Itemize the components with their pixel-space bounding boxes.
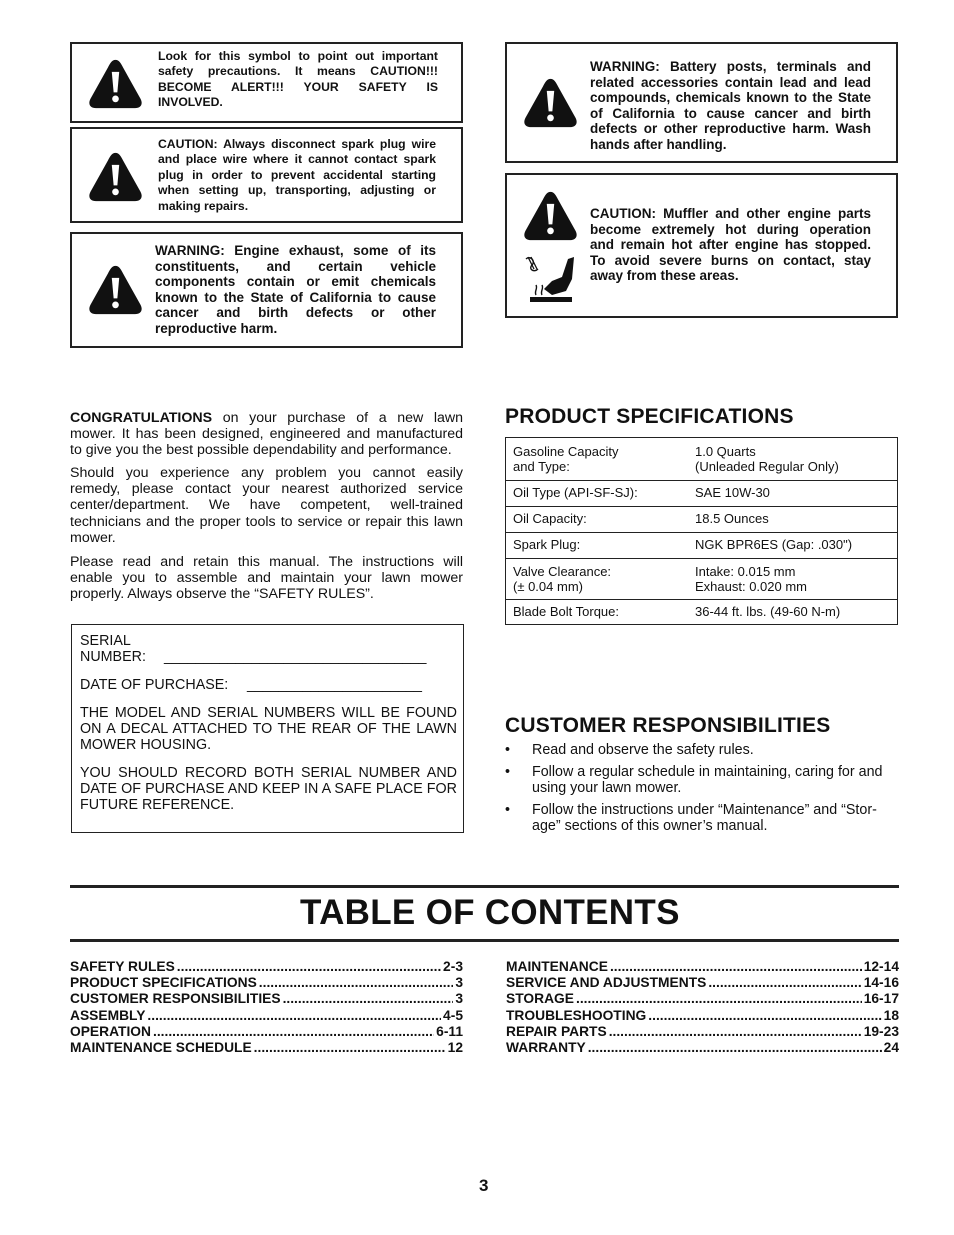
- date-of-purchase-blank[interactable]: ______________________: [247, 677, 422, 693]
- safety-symbol-text: Look for this symbol to point out important safety precautions. It means CAUTION!!! BECOME ALERT!!! YOUR SAFETY IS INVOLVED.: [158, 49, 438, 110]
- spec-key: Oil Capacity:: [513, 511, 587, 526]
- toc-title: TABLE OF CONTENTS: [300, 893, 680, 932]
- toc-entry[interactable]: SAFETY RULES ..... 2-3: [70, 959, 463, 975]
- warning-triangle-icon: [87, 264, 144, 316]
- toc-entry[interactable]: ASSEMBLY ..... 4-5: [70, 1008, 463, 1024]
- bullet-icon: •: [505, 764, 511, 780]
- spec-value: 18.5 Ounces: [695, 511, 769, 526]
- toc-entry[interactable]: REPAIR PARTS ..... 19-23: [506, 1024, 899, 1040]
- warning-triangle-icon: [87, 151, 144, 203]
- muffler-caution-box: [505, 173, 898, 318]
- intro-paragraph-3: Please read and retain this manual. The instructions will enable you to assemble and maintain your lawn mower properly. Always observe the “SAFETY RULES”.: [70, 554, 463, 603]
- date-of-purchase-label: DATE OF PURCHASE:: [80, 677, 229, 693]
- page-number: 3: [479, 1176, 489, 1195]
- battery-warning-box: [505, 42, 898, 163]
- responsibility-item: • Follow the instructions under “Maintenance” and “Stor- age” sections of this owner’s manual.: [505, 802, 877, 835]
- spec-key: Blade Bolt Torque:: [513, 604, 619, 619]
- toc-top-rule: [70, 885, 899, 888]
- spec-value: 1.0 Quarts (Unleaded Regular Only): [695, 444, 839, 474]
- spec-key: Valve Clearance: (± 0.04 mm): [513, 564, 612, 594]
- intro-paragraph-2: Should you experience any problem you cannot easily remedy, please contact your nearest authorized service center/department. We have competent, well-trained technicians and the proper tools to service or repair this lawn mower.: [70, 465, 463, 546]
- warning-triangle-icon: [522, 77, 579, 129]
- toc-right-column: [506, 959, 899, 1059]
- battery-warning-text: WARNING: Battery posts, terminals and related accessories contain lead and lead compounds, chemicals known to the State of California to cause cancer and birth defects or other reproductive harm. Wash hands after handling.: [590, 59, 871, 152]
- customer-responsibilities-heading: CUSTOMER RESPONSIBILITIES: [505, 714, 831, 737]
- responsibility-item: • Follow a regular schedule in maintaining, caring for and using your lawn mower.: [505, 764, 883, 797]
- toc-bottom-rule: [70, 939, 899, 942]
- responsibility-item: • Read and observe the safety rules.: [505, 742, 754, 758]
- spec-row-oil-capacity: [506, 506, 897, 533]
- model-serial-note: THE MODEL AND SERIAL NUMBERS WILL BE FOUND ON A DECAL ATTACHED TO THE REAR OF THE LAWN MOWER HOUSING.: [80, 705, 457, 754]
- serial-label-line1: SERIAL: [80, 633, 131, 649]
- spec-key: Gasoline Capacity and Type:: [513, 444, 619, 474]
- toc-entry[interactable]: CUSTOMER RESPONSIBILITIES ..... 3: [70, 991, 463, 1007]
- spec-row-blade-bolt-torque: [506, 599, 897, 625]
- spec-row-spark-plug: [506, 532, 897, 559]
- spec-row-oil-type: [506, 480, 897, 507]
- bullet-icon: •: [505, 742, 511, 758]
- toc-entry[interactable]: STORAGE ..... 16-17: [506, 991, 899, 1007]
- engine-exhaust-warning-box: [70, 232, 463, 348]
- purchase-record-box: [71, 624, 464, 833]
- muffler-caution-text: CAUTION: Muffler and other engine parts become extremely hot during operation and remain hot after engine has stopped. To avoid severe burns on contact, stay away from these areas.: [590, 206, 871, 283]
- hot-surface-icon: [522, 251, 580, 306]
- toc-left-column: [70, 959, 463, 1059]
- specs-table: [505, 437, 898, 625]
- intro-paragraph-1: [70, 410, 463, 459]
- spec-key: Spark Plug:: [513, 537, 581, 552]
- spec-row-valve-clearance: [506, 558, 897, 600]
- toc-entry[interactable]: MAINTENANCE SCHEDULE ..... 12: [70, 1040, 463, 1056]
- toc-entry[interactable]: WARRANTY ..... 24: [506, 1040, 899, 1056]
- serial-label-line2: NUMBER:: [80, 649, 146, 665]
- toc-entry[interactable]: MAINTENANCE ..... 12-14: [506, 959, 899, 975]
- toc-entry[interactable]: OPERATION ..... 6-11: [70, 1024, 463, 1040]
- spark-plug-caution-box: [70, 127, 463, 223]
- warning-triangle-icon: [87, 58, 144, 110]
- congratulations-lead: CONGRATULATIONS: [70, 410, 213, 426]
- engine-exhaust-warning-text: WARNING: Engine exhaust, some of its constituents, and certain vehicle components contain or emit chemicals known to the State of California to cause cancer and birth defects or other reproductive harm.: [155, 243, 436, 336]
- spec-key: Oil Type (API-SF-SJ):: [513, 485, 638, 500]
- toc-entry[interactable]: SERVICE AND ADJUSTMENTS ..... 14-16: [506, 975, 899, 991]
- spec-value: 36-44 ft. lbs. (49-60 N-m): [695, 604, 841, 619]
- bullet-icon: •: [505, 802, 511, 818]
- safety-symbol-box: [70, 42, 463, 123]
- serial-number-blank[interactable]: _________________________________: [164, 649, 427, 665]
- spec-value: NGK BPR6ES (Gap: .030"): [695, 537, 853, 552]
- toc-entry[interactable]: TROUBLESHOOTING ..... 18: [506, 1008, 899, 1024]
- warning-triangle-icon: [522, 190, 579, 242]
- intro-p1-text: on your purchase of a new lawn mower. It has been designed, engineered and manufactured to give you the best possible dependability and performance.: [70, 410, 463, 459]
- record-keeping-note: YOU SHOULD RECORD BOTH SERIAL NUMBER AND DATE OF PURCHASE AND KEEP IN A SAFE PLACE FOR FUTURE REFERENCE.: [80, 765, 457, 814]
- spec-value: SAE 10W-30: [695, 485, 770, 500]
- product-specifications-heading: PRODUCT SPECIFICATIONS: [505, 405, 794, 428]
- spec-value: Intake: 0.015 mm Exhaust: 0.020 mm: [695, 564, 807, 594]
- spark-plug-caution-text: CAUTION: Always disconnect spark plug wire and place wire where it cannot contact spark plug in order to prevent accidental starting when setting up, transporting, adjusting or making repairs.: [158, 137, 436, 213]
- toc-entry[interactable]: PRODUCT SPECIFICATIONS ..... 3: [70, 975, 463, 991]
- spec-row-gasoline: [506, 438, 897, 480]
